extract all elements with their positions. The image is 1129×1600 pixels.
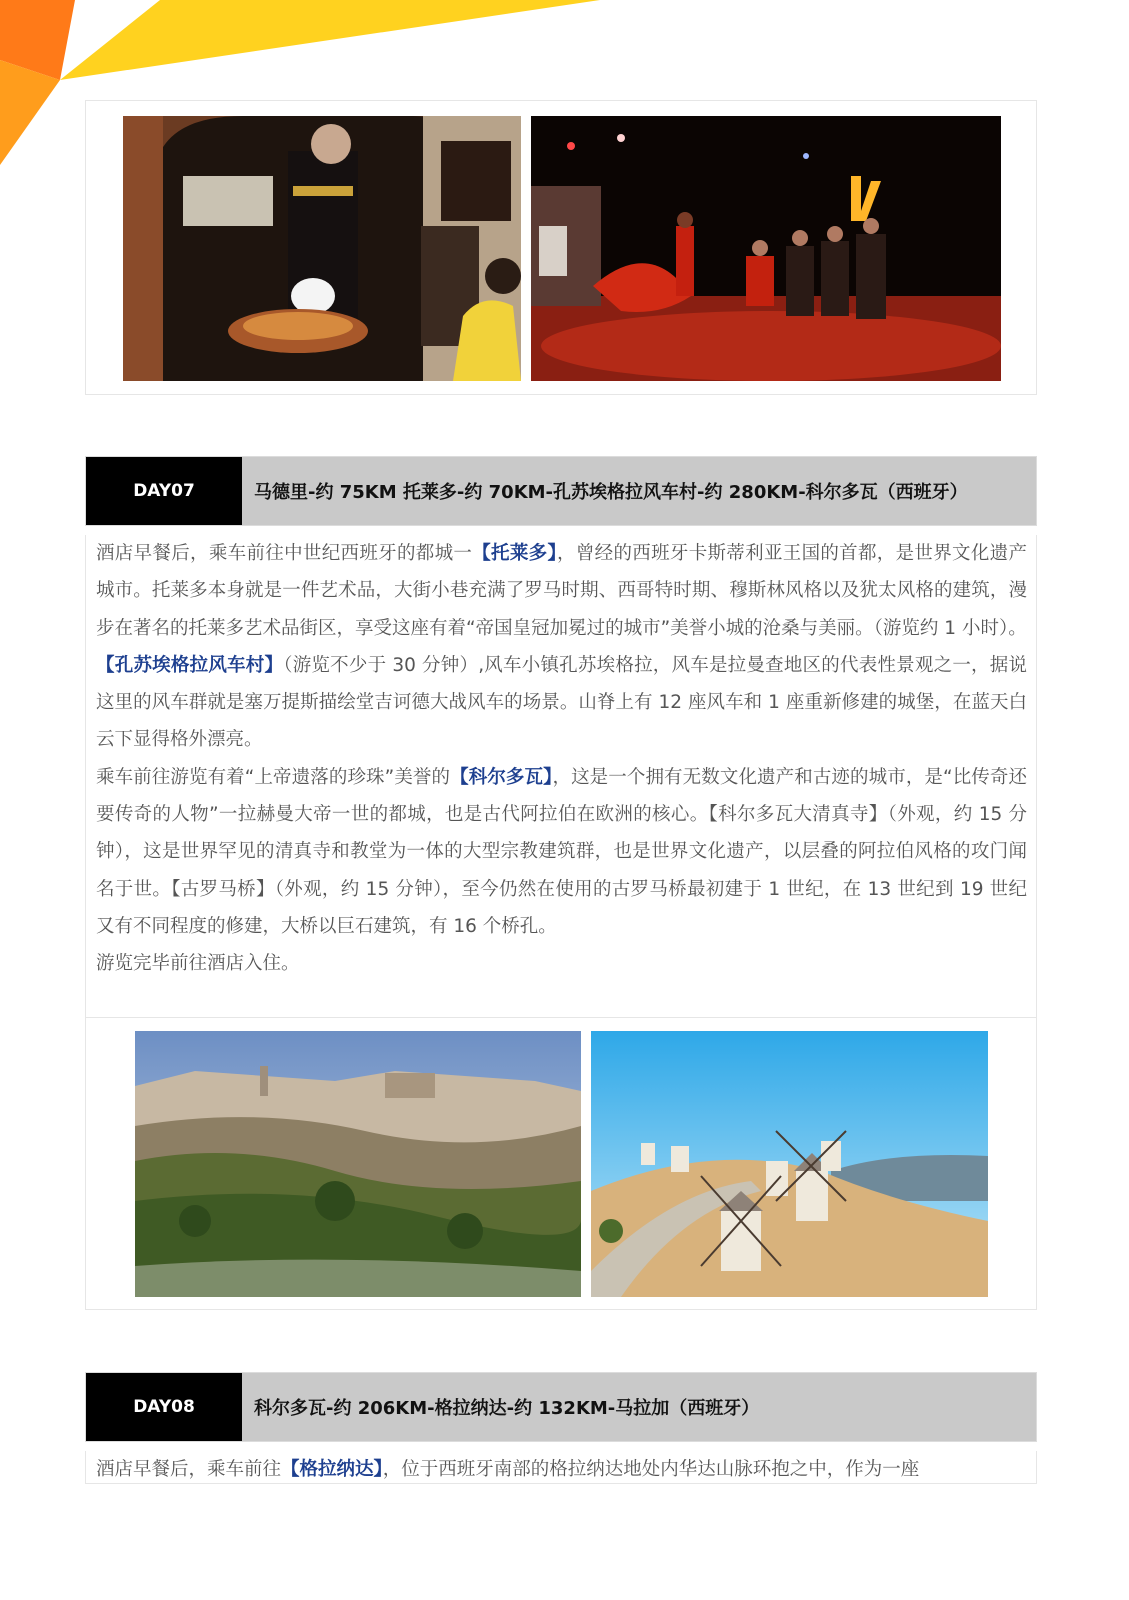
day07-p1-text: 酒店早餐后，乘车前往中世纪西班牙的都城一 xyxy=(96,543,473,564)
windmills-photo xyxy=(591,1031,988,1297)
flamenco-photo xyxy=(531,116,1001,381)
toledo-photo xyxy=(135,1031,581,1297)
day08-description xyxy=(85,1451,1037,1484)
day08-label: DAY08 xyxy=(86,1373,242,1441)
day07-p2-text: （游览不少于 30 分钟）,风车小镇孔苏埃格拉，风车是拉曼查地区的代表性景观之一，据说这里的风车群就是塞万提斯描绘堂吉诃德大战风车的场景。山脊上有 12 座风车和 1 座重新修建的城堡，在蓝天白云下显得格外漂亮。 xyxy=(96,654,1027,751)
day07-paragraph-toledo xyxy=(96,535,1027,647)
cordoba-highlight: 【科尔多瓦】 xyxy=(450,766,553,788)
day07-label: DAY07 xyxy=(86,457,242,525)
restaurant-photo xyxy=(123,116,521,381)
granada-highlight: 【格拉纳达】 xyxy=(281,1459,383,1480)
day07-p3-text: 乘车前往游览有着“上帝遗落的珍珠”美誉的 xyxy=(96,766,451,788)
day07-title: 马德里-约 75KM 托莱多-约 70KM-孔苏埃格拉风车村-约 280KM-科尔多瓦（西班牙） xyxy=(254,482,968,503)
day08-header xyxy=(85,1372,1037,1442)
day08-p1-text: 酒店早餐后，乘车前往 xyxy=(96,1459,282,1480)
day08-p1-text-cont: ，位于西班牙南部的格拉纳达地处内华达山脉环抱之中，作为一座 xyxy=(382,1459,920,1480)
consuegra-highlight: 【孔苏埃格拉风车村】 xyxy=(96,654,284,676)
day07-photo-panel xyxy=(85,1017,1037,1310)
day07-description xyxy=(85,535,1037,1018)
day07-paragraph-consuegra xyxy=(96,647,1027,759)
day08-paragraph-granada xyxy=(96,1451,1027,1484)
day07-p1-text-cont: ，曾经的西班牙卡斯蒂利亚王国的首都，是世界文化遗产城市。托莱多本身就是一件艺术品，大街小巷充满了罗马时期、西哥特时期、穆斯林风格以及犹太风格的建筑，漫步在著名的托莱多艺术品街区，享受这座有着“帝国皇冠加冕过的城市”美誉小城的沧桑与美丽。（游览约 1 小时）。 xyxy=(96,543,1027,639)
top-photo-panel xyxy=(85,100,1037,395)
day08-title: 科尔多瓦-约 206KM-格拉纳达-约 132KM-马拉加（西班牙） xyxy=(254,1398,760,1419)
day07-paragraph-cordoba xyxy=(96,759,1027,945)
day07-p3-text-cont: ，这是一个拥有无数文化遗产和古迹的城市，是“比传奇还要传奇的人物”一拉赫曼大帝一世的都城，也是古代阿拉伯在欧洲的核心。【科尔多瓦大清真寺】（外观，约 15 分钟），这是世界罕见的清真寺和教堂为一体的大型宗教建筑群，也是世界文化遗产，以层叠的阿拉伯风格的攻门闻名于世。【古罗马桥】（外观，约 15 分钟），至今仍然在使用的古罗马桥最初建于 1 世纪，在 13 世纪到 19 世纪又有不同程度的修建，大桥以巨石建筑，有 16 个桥孔。 xyxy=(96,766,1027,937)
toledo-highlight: 【托莱多】 xyxy=(472,543,558,564)
day07-header xyxy=(85,456,1037,526)
day07-paragraph-hotel: 游览完毕前往酒店入住。 xyxy=(96,953,300,975)
